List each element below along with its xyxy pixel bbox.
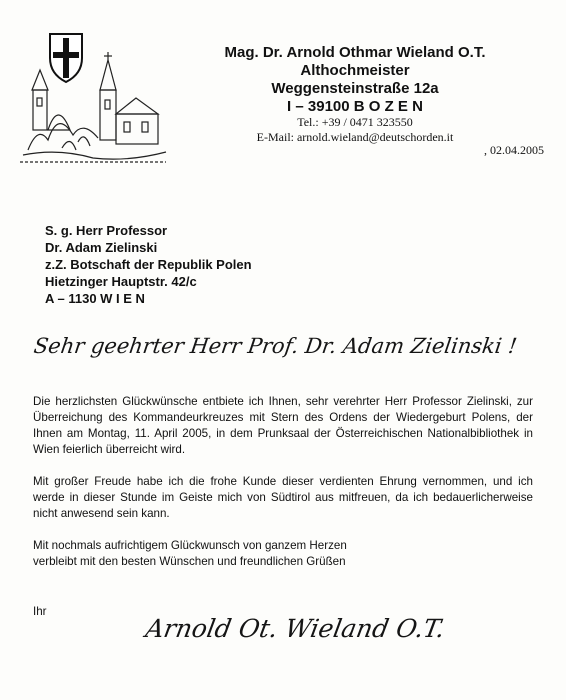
recipient-line: A – 1130 W I E N <box>45 291 145 306</box>
recipient-line: z.Z. Botschaft der Republik Polen <box>45 257 252 272</box>
recipient-line: S. g. Herr Professor <box>45 223 168 238</box>
recipient-address <box>45 222 252 307</box>
body-paragraph: Mit großer Freude habe ich die frohe Kunde dieser verdienten Ehrung vernommen, und ich werde in dieser Stunde im Geiste mich von Südtirol aus mitfreuen, da ich bedauerlicherweise nicht anwesend sein kann. <box>33 475 533 520</box>
body-paragraph: Mit nochmals aufrichtigem Glückwunsch von ganzem Herzen verbleibt mit den besten Wünschen und freundlichen Grüßen <box>33 539 347 568</box>
order-logo <box>18 30 168 170</box>
recipient-line: Hietzinger Hauptstr. 42/c <box>45 274 197 289</box>
coat-of-arms-icon <box>50 34 82 82</box>
body-paragraph: Die herzlichsten Glückwünsche entbiete ich Ihnen, sehr verehrter Herr Professor Zielinski, zur Überreichung des Kommandeurkreuzes mit Stern des Ordens der Wiedergeburt Polens, der Ihnen am Montag, 11. April 2005, in dem Prunksaal der Österreichischen Nationalbibliothek in Wien feierlich überreicht wird. <box>33 395 533 456</box>
letterhead-title: Althochmeister <box>300 62 410 79</box>
letterhead-email: E-Mail: arnold.wieland@deutschorden.it <box>256 130 454 144</box>
handwritten-signature: Arnold Ot. Wieland O.T. <box>143 614 448 643</box>
church-drawing-icon <box>20 52 166 162</box>
handwritten-salutation: Sehr geehrter Herr Prof. Dr. Adam Zielinski ! <box>32 334 519 358</box>
letterhead-tel: Tel.: +39 / 0471 323550 <box>297 115 413 129</box>
letterhead-name: Mag. Dr. Arnold Othmar Wieland O.T. <box>224 44 486 61</box>
letterhead-city: I – 39100 B O Z E N <box>287 98 423 115</box>
letter-date: , 02.04.2005 <box>484 143 544 157</box>
closing: Ihr <box>33 605 47 618</box>
letter-body <box>33 394 533 570</box>
letterhead-street: Weggensteinstraße 12a <box>271 80 439 97</box>
recipient-line: Dr. Adam Zielinski <box>45 240 158 255</box>
